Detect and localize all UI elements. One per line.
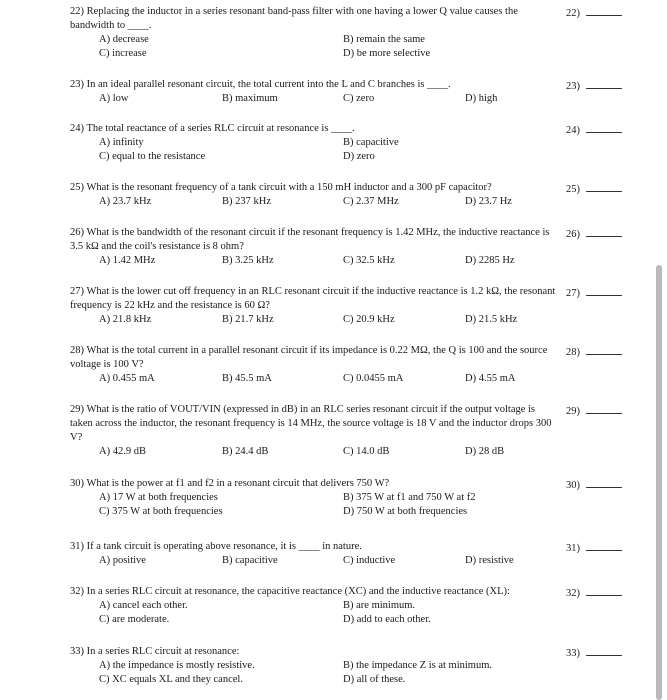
answer-option: B) capacitive bbox=[222, 555, 278, 566]
answer-blank-number: 29) bbox=[566, 406, 580, 417]
answer-option: C) 2.37 MHz bbox=[343, 196, 399, 207]
answer-option: C) inductive bbox=[343, 555, 396, 566]
question-stem bbox=[70, 477, 560, 491]
answer-option: C) zero bbox=[343, 93, 375, 104]
answer-line[interactable] bbox=[586, 122, 622, 133]
answer-line[interactable] bbox=[586, 540, 622, 551]
question-stem bbox=[70, 403, 560, 445]
answer-option: C) 0.0455 mA bbox=[343, 373, 404, 384]
question-number: 23) bbox=[70, 79, 84, 90]
answer-option: C) equal to the resistance bbox=[99, 151, 206, 162]
answer-blank[interactable] bbox=[566, 226, 622, 242]
answer-option: D) 28 dB bbox=[465, 446, 505, 457]
answer-option: B) 45.5 mA bbox=[222, 373, 272, 384]
answer-blank-number: 23) bbox=[566, 81, 580, 92]
answer-option: B) remain the same bbox=[343, 34, 425, 45]
answer-option: A) 42.9 dB bbox=[99, 446, 146, 457]
answer-option: A) decrease bbox=[99, 34, 149, 45]
answer-option: D) high bbox=[465, 93, 498, 104]
question-text: If a tank circuit is operating above resonance, it is ____ in nature. bbox=[86, 541, 362, 552]
answer-option: C) are moderate. bbox=[99, 614, 170, 625]
answer-blank[interactable] bbox=[566, 403, 622, 419]
answer-option: A) 23.7 kHz bbox=[99, 196, 152, 207]
answer-option: C) XC equals XL and they cancel. bbox=[99, 674, 243, 685]
question-number: 28) bbox=[70, 345, 84, 356]
question-number: 31) bbox=[70, 541, 84, 552]
answer-blank[interactable] bbox=[566, 477, 622, 493]
question-stem bbox=[70, 285, 560, 313]
answer-line[interactable] bbox=[586, 5, 622, 16]
answer-option: D) 750 W at both frequencies bbox=[343, 506, 468, 517]
question-number: 27) bbox=[70, 286, 84, 297]
answer-blank-number: 33) bbox=[566, 648, 580, 659]
question-text: What is the lower cut off frequency in an RLC resonant circuit if the inductive reactance is 1.2 kΩ, the resonant frequency is 22 kHz and the resistance is 60 Ω? bbox=[70, 286, 556, 311]
answer-option: C) 32.5 kHz bbox=[343, 255, 395, 266]
answer-blank[interactable] bbox=[566, 122, 622, 138]
question-number: 29) bbox=[70, 404, 84, 415]
answer-line[interactable] bbox=[586, 181, 622, 192]
question-number: 25) bbox=[70, 182, 84, 193]
answer-line[interactable] bbox=[586, 403, 622, 414]
answer-line[interactable] bbox=[586, 344, 622, 355]
answer-option: C) 14.0 dB bbox=[343, 446, 390, 457]
answer-option: D) 23.7 Hz bbox=[465, 196, 512, 207]
answer-option: B) maximum bbox=[222, 93, 278, 104]
answer-blank[interactable] bbox=[566, 344, 622, 360]
answer-blank-number: 31) bbox=[566, 543, 580, 554]
answer-option: A) cancel each other. bbox=[99, 600, 188, 611]
question-text: What is the power at f1 and f2 in a resonant circuit that delivers 750 W? bbox=[86, 478, 390, 489]
vertical-scrollbar[interactable] bbox=[656, 265, 662, 700]
question-text: Replacing the inductor in a series resonant band-pass filter with one having a lower Q value causes the bandwidth to ____. bbox=[70, 6, 518, 31]
answer-blank[interactable] bbox=[566, 585, 622, 601]
answer-option: D) 4.55 mA bbox=[465, 373, 516, 384]
answer-blank-number: 22) bbox=[566, 8, 580, 19]
answer-blank[interactable] bbox=[566, 540, 622, 556]
question-stem bbox=[70, 5, 560, 33]
answer-blank[interactable] bbox=[566, 78, 622, 94]
answer-blank-number: 28) bbox=[566, 347, 580, 358]
answer-option: D) 21.5 kHz bbox=[465, 314, 518, 325]
answer-option: D) be more selective bbox=[343, 48, 431, 59]
question-text: What is the bandwidth of the resonant circuit if the resonant frequency is 1.42 MHz, the inductive reactance is 3.5 kΩ and the coil's resistance is 8 ohm? bbox=[70, 227, 550, 252]
answer-blank[interactable] bbox=[566, 285, 622, 301]
answer-option: A) 17 W at both frequencies bbox=[99, 492, 218, 503]
answer-option: A) infinity bbox=[99, 137, 144, 148]
answer-option: B) 375 W at f1 and 750 W at f2 bbox=[343, 492, 476, 503]
answer-option: B) 237 kHz bbox=[222, 196, 271, 207]
answer-option: B) 21.7 kHz bbox=[222, 314, 274, 325]
answer-blank[interactable] bbox=[566, 5, 622, 21]
answer-option: B) are minimum. bbox=[343, 600, 416, 611]
answer-line[interactable] bbox=[586, 645, 622, 656]
answer-option: D) 2285 Hz bbox=[465, 255, 515, 266]
answer-option: C) 375 W at both frequencies bbox=[99, 506, 223, 517]
answer-line[interactable] bbox=[586, 226, 622, 237]
answer-line[interactable] bbox=[586, 477, 622, 488]
question-text: What is the resonant frequency of a tank circuit with a 150 mH inductor and a 300 pF capacitor? bbox=[86, 182, 492, 193]
answer-option: D) resistive bbox=[465, 555, 514, 566]
question-text: In a series RLC circuit at resonance: bbox=[86, 646, 240, 657]
answer-blank[interactable] bbox=[566, 181, 622, 197]
answer-blank-number: 32) bbox=[566, 588, 580, 599]
answer-option: B) capacitive bbox=[343, 137, 399, 148]
answer-option: A) the impedance is mostly resistive. bbox=[99, 660, 255, 671]
question-number: 30) bbox=[70, 478, 84, 489]
answer-option: B) the impedance Z is at minimum. bbox=[343, 660, 493, 671]
answer-option: B) 3.25 kHz bbox=[222, 255, 274, 266]
answer-blank-number: 27) bbox=[566, 288, 580, 299]
answer-option: A) low bbox=[99, 93, 129, 104]
answer-option: A) 1.42 MHz bbox=[99, 255, 156, 266]
question-number: 26) bbox=[70, 227, 84, 238]
answer-option: D) zero bbox=[343, 151, 375, 162]
question-stem bbox=[70, 585, 560, 599]
question-stem bbox=[70, 540, 560, 554]
question-number: 22) bbox=[70, 6, 84, 17]
question-text: In an ideal parallel resonant circuit, the total current into the L and C branches is ____. bbox=[86, 79, 451, 90]
answer-option: B) 24.4 dB bbox=[222, 446, 269, 457]
question-stem bbox=[70, 78, 560, 92]
answer-line[interactable] bbox=[586, 78, 622, 89]
answer-option: D) all of these. bbox=[343, 674, 406, 685]
answer-option: C) increase bbox=[99, 48, 147, 59]
answer-option: A) 0.455 mA bbox=[99, 373, 155, 384]
answer-blank-number: 30) bbox=[566, 480, 580, 491]
question-stem bbox=[70, 226, 560, 254]
question-stem bbox=[70, 645, 560, 659]
answer-option: D) add to each other. bbox=[343, 614, 431, 625]
answer-blank-number: 26) bbox=[566, 229, 580, 240]
question-number: 32) bbox=[70, 586, 84, 597]
question-stem bbox=[70, 122, 560, 136]
question-text: What is the total current in a parallel resonant circuit if its impedance is 0.22 MΩ, the Q is 100 and the source voltage is 100 V? bbox=[70, 345, 548, 370]
question-number: 33) bbox=[70, 646, 84, 657]
answer-option: A) positive bbox=[99, 555, 146, 566]
question-text: The total reactance of a series RLC circuit at resonance is ____. bbox=[86, 123, 355, 134]
answer-option: A) 21.8 kHz bbox=[99, 314, 152, 325]
answer-blank-number: 25) bbox=[566, 184, 580, 195]
question-stem bbox=[70, 181, 560, 195]
question-text: In a series RLC circuit at resonance, the capacitive reactance (XC) and the inductive reactance (XL): bbox=[86, 586, 510, 597]
answer-option: C) 20.9 kHz bbox=[343, 314, 395, 325]
answer-blank-number: 24) bbox=[566, 125, 580, 136]
answer-blank[interactable] bbox=[566, 645, 622, 661]
question-text: What is the ratio of VOUT/VIN (expressed in dB) in an RLC series resonant circuit if the output voltage is taken across the inductor, the resonant frequency is 14 MHz, the source voltage is 18 V and the inductor drops 300 V? bbox=[70, 404, 552, 443]
answer-line[interactable] bbox=[586, 585, 622, 596]
answer-line[interactable] bbox=[586, 285, 622, 296]
question-stem bbox=[70, 344, 560, 372]
question-number: 24) bbox=[70, 123, 84, 134]
